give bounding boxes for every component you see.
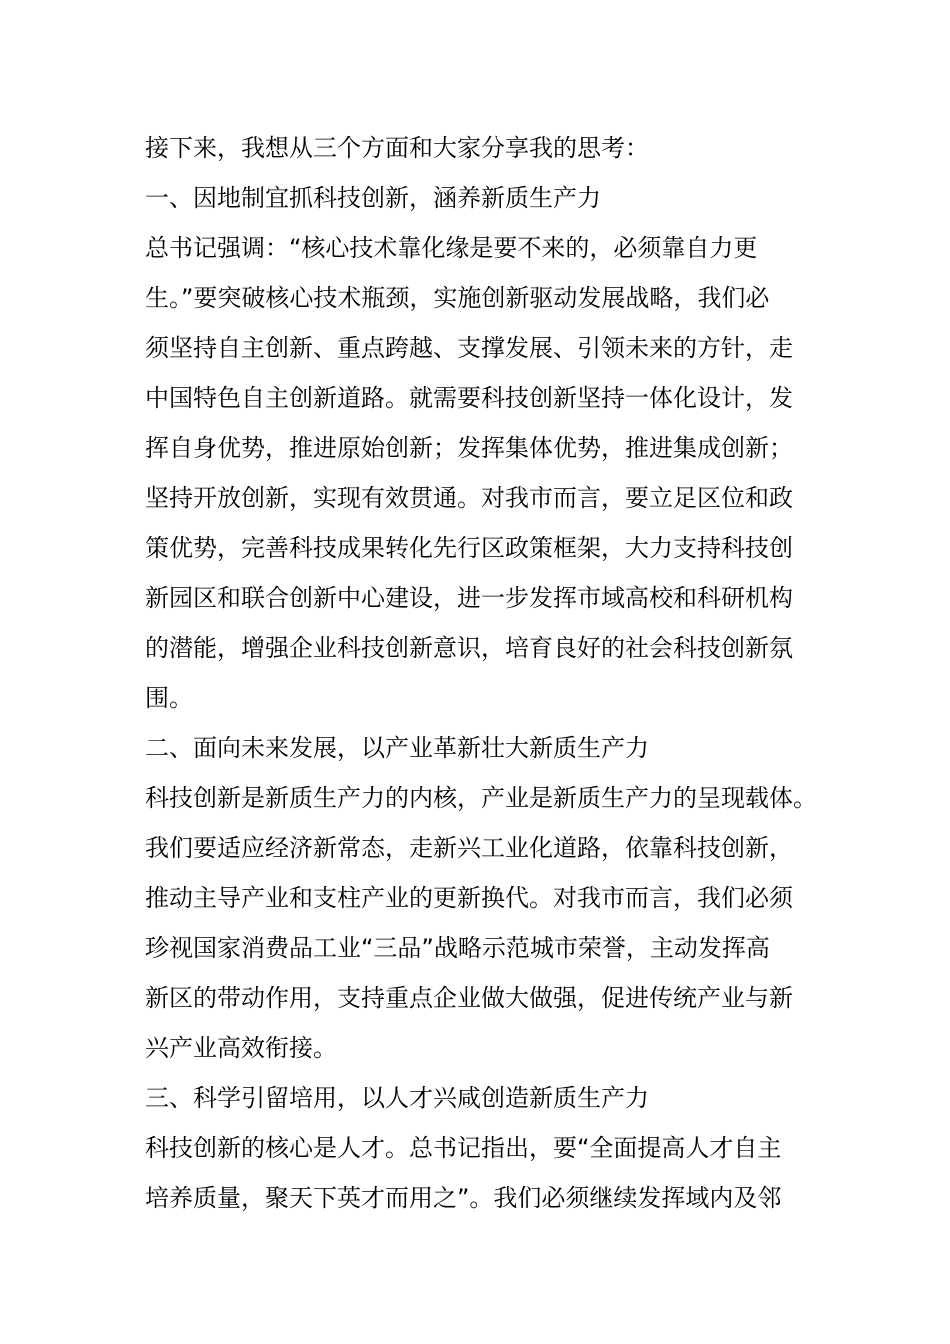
paragraph-line: 挥自身优势，推进原始创新；发挥集体优势，推进集成创新； xyxy=(145,434,793,462)
paragraph-line: 围。 xyxy=(145,684,193,712)
paragraph-line: 培养质量，聚天下英才而用之”。我们必须继续发挥域内及邻 xyxy=(145,1184,782,1212)
paragraph-line: 科技创新是新质生产力的内核，产业是新质生产力的呈现载体。 xyxy=(145,784,817,812)
section-heading-3: 三、科学引留培用，以人才兴咸创造新质生产力 xyxy=(145,1084,649,1112)
paragraph-line: 总书记强调：“核心技术靠化缘是要不来的，必须靠自力更 xyxy=(145,234,758,262)
section-heading-2: 二、面向未来发展，以产业革新壮大新质生产力 xyxy=(145,734,649,762)
paragraph-line: 中国特色自主创新道路。就需要科技创新坚持一体化设计，发 xyxy=(145,384,793,412)
paragraph-line: 生。”要突破核心技术瓶颈，实施创新驱动发展战略，我们必 xyxy=(145,284,770,312)
paragraph-line: 推动主导产业和支柱产业的更新换代。对我市而言，我们必须 xyxy=(145,884,793,912)
intro-line: 接下来，我想从三个方面和大家分享我的思考： xyxy=(145,134,649,162)
paragraph-line: 坚持开放创新，实现有效贯通。对我市而言，要立足区位和政 xyxy=(145,484,793,512)
paragraph-line: 兴产业高效衔接。 xyxy=(145,1034,337,1062)
paragraph-line: 策优势，完善科技成果转化先行区政策框架，大力支持科技创 xyxy=(145,534,793,562)
paragraph-line: 新园区和联合创新中心建设，进一步发挥市域高校和科研机构 xyxy=(145,584,793,612)
paragraph-line: 科技创新的核心是人才。总书记指出，要“全面提高人才自主 xyxy=(145,1134,782,1162)
paragraph-line: 珍视国家消费品工业“三品”战略示范城市荣誉，主动发挥高 xyxy=(145,934,770,962)
section-heading-1: 一、因地制宜抓科技创新，涵养新质生产力 xyxy=(145,184,601,212)
paragraph-line: 我们要适应经济新常态，走新兴工业化道路，依靠科技创新， xyxy=(145,834,793,862)
paragraph-line: 新区的带动作用，支持重点企业做大做强，促进传统产业与新 xyxy=(145,984,793,1012)
paragraph-line: 须坚持自主创新、重点跨越、支撑发展、引领未来的方针，走 xyxy=(145,334,793,362)
paragraph-line: 的潜能，增强企业科技创新意识，培育良好的社会科技创新氛 xyxy=(145,634,793,662)
